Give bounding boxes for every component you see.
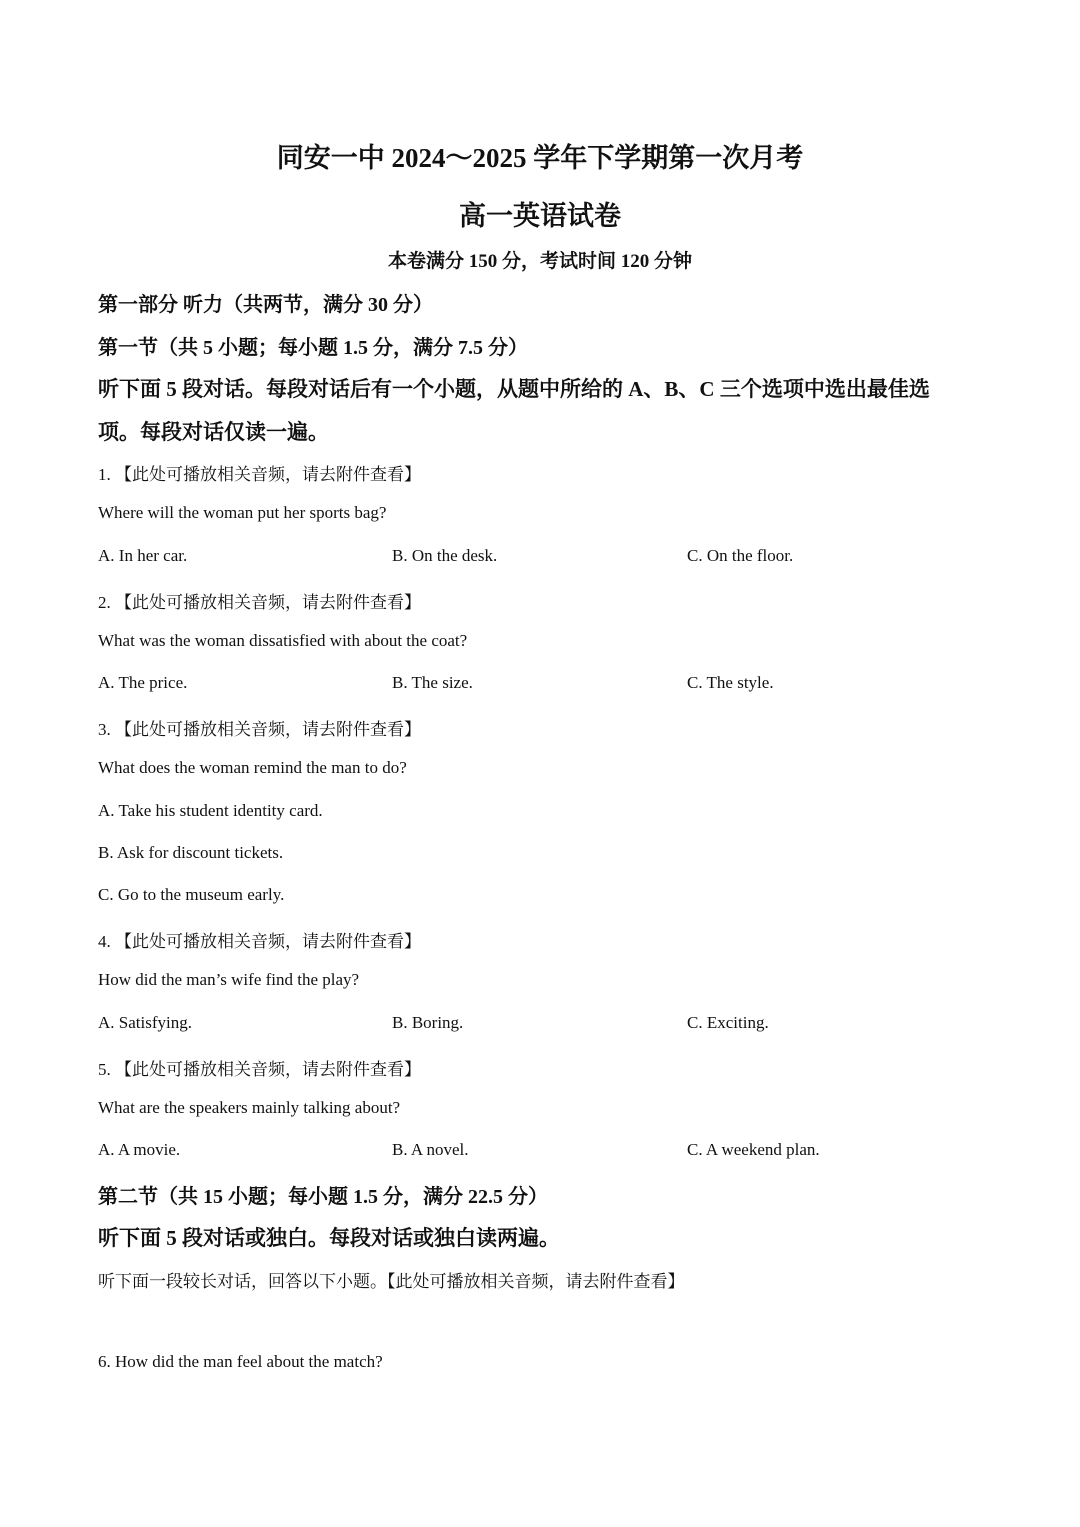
q4-option-a: A. Satisfying. — [98, 1013, 192, 1032]
section2-instruction: 听下面 5 段对话或独白。每段对话或独白读两遍。 — [98, 1226, 560, 1250]
q4-audio-note: 4. 【此处可播放相关音频，请去附件查看】 — [98, 932, 421, 951]
q1-option-a: A. In her car. — [98, 546, 188, 565]
q5-question: What are the speakers mainly talking about? — [98, 1098, 401, 1117]
q3-option-a: A. Take his student identity card. — [98, 801, 323, 820]
q3-audio-note: 3. 【此处可播放相关音频，请去附件查看】 — [98, 720, 421, 739]
q5-audio-note: 5. 【此处可播放相关音频，请去附件查看】 — [98, 1060, 421, 1079]
q2-option-a: A. The price. — [98, 673, 188, 692]
q2-question: What was the woman dissatisfied with about the coat? — [98, 631, 468, 650]
part1-heading: 第一部分 听力（共两节，满分 30 分） — [98, 294, 433, 316]
q3-option-b: B. Ask for discount tickets. — [98, 843, 284, 862]
q5-option-c: C. A weekend plan. — [687, 1140, 820, 1159]
q2-audio-note: 2. 【此处可播放相关音频，请去附件查看】 — [98, 593, 421, 612]
section1-heading: 第一节（共 5 小题；每小题 1.5 分，满分 7.5 分） — [98, 337, 528, 359]
q6-question: 6. How did the man feel about the match? — [98, 1352, 383, 1371]
q5-option-a: A. A movie. — [98, 1140, 181, 1159]
q4-question: How did the man’s wife find the play? — [98, 970, 360, 989]
q4-option-c: C. Exciting. — [687, 1013, 769, 1032]
q4-option-b: B. Boring. — [392, 1013, 464, 1032]
section1-instruction-line2: 项。每段对话仅读一遍。 — [98, 420, 329, 444]
q1-question: Where will the woman put her sports bag? — [98, 503, 387, 522]
q5-option-b: B. A novel. — [392, 1140, 469, 1159]
section2-heading: 第二节（共 15 小题；每小题 1.5 分，满分 22.5 分） — [98, 1186, 548, 1208]
q3-option-c: C. Go to the museum early. — [98, 885, 285, 904]
q1-option-c: C. On the floor. — [687, 546, 794, 565]
exam-title: 同安一中 2024～2025 学年下学期第一次月考 — [276, 143, 804, 173]
q3-question: What does the woman remind the man to do? — [98, 758, 407, 777]
exam-score-note: 本卷满分 150 分，考试时间 120 分钟 — [387, 251, 692, 272]
q2-option-c: C. The style. — [687, 673, 774, 692]
q1-option-b: B. On the desk. — [392, 546, 498, 565]
q2-option-b: B. The size. — [392, 673, 473, 692]
q1-audio-note: 1. 【此处可播放相关音频，请去附件查看】 — [98, 465, 421, 484]
section2-audio-note: 听下面一段较长对话，回答以下小题。【此处可播放相关音频，请去附件查看】 — [98, 1272, 685, 1291]
exam-subtitle: 高一英语试卷 — [459, 201, 621, 231]
section1-instruction-line1: 听下面 5 段对话。每段对话后有一个小题，从题中所给的 A、B、C 三个选项中选出最佳选 — [98, 377, 930, 401]
